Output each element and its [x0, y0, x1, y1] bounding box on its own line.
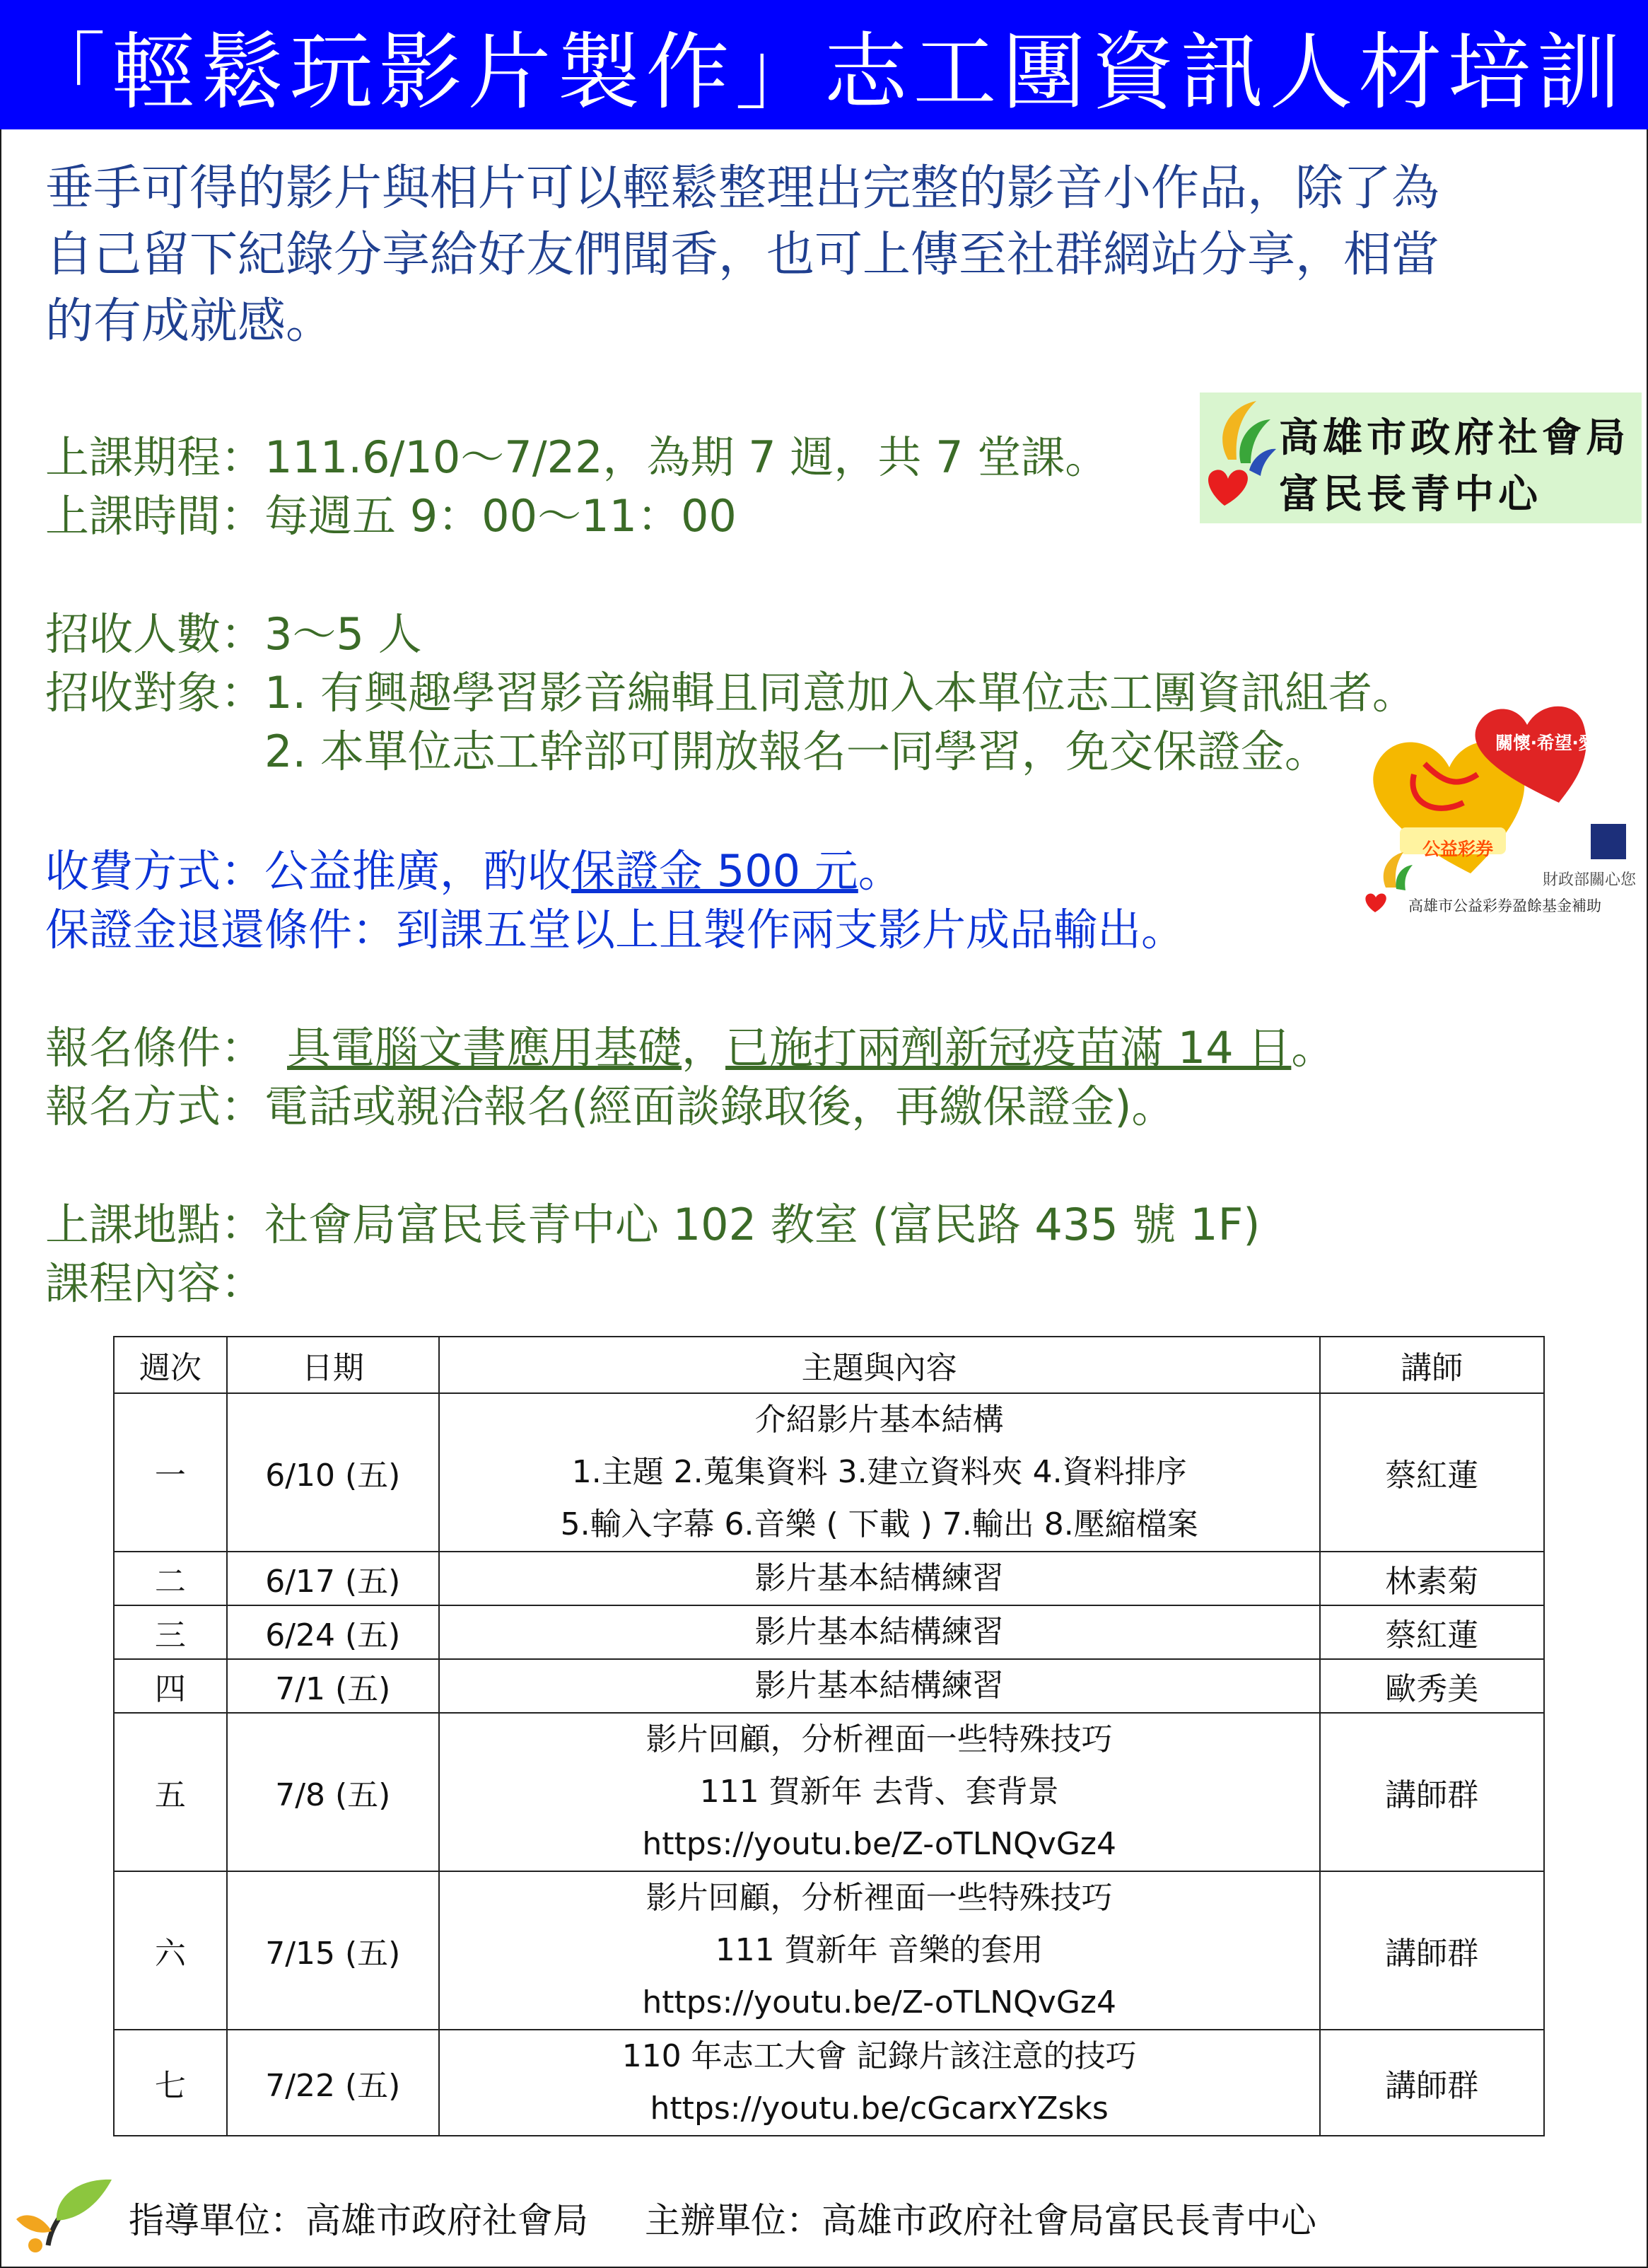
cond-sep: ，: [682, 1022, 726, 1074]
content-label: 課程內容：: [45, 1257, 265, 1309]
content-line: 111 賀新年 去背、套背景: [699, 1774, 1059, 1810]
target-label: 招收對象：: [45, 667, 265, 719]
count-value: 3～5 人: [264, 608, 422, 660]
cond-value-1: 具電腦文書應用基礎: [287, 1022, 682, 1074]
leaf-heart-icon: [1200, 392, 1278, 523]
time-label: 上課時間：: [45, 490, 265, 542]
intro-line: 的有成就感。: [45, 293, 334, 349]
teacher-cell: 講師群: [1320, 2030, 1544, 2136]
content-line: 影片回顧，分析裡面一些特殊技巧: [645, 1880, 1113, 1916]
table-row: [114, 1552, 1544, 1605]
week-cell: 二: [114, 1552, 227, 1605]
course-table: [113, 1336, 1545, 2136]
ministry-label: 財政部關心您: [1543, 871, 1637, 889]
intro-paragraph: [45, 156, 1544, 355]
content-cell: [439, 1552, 1320, 1605]
date-cell: 6/17 (五): [227, 1552, 439, 1605]
content-cell: [439, 1605, 1320, 1659]
fee-prefix: 公益推廣，酌收: [264, 845, 572, 897]
sponsor-label: 高雄市公益彩券盈餘基金補助: [1408, 897, 1601, 914]
week-cell: 三: [114, 1605, 227, 1659]
content-cell: [439, 1713, 1320, 1871]
location-section: [45, 1195, 1260, 1313]
content-cell: [439, 1659, 1320, 1713]
video-link[interactable]: https://youtu.be/Z-oTLNQvGz4: [642, 1826, 1116, 1862]
location-value: 社會局富民長青中心 102 教室 (富民路 435 號 1F): [264, 1199, 1261, 1250]
cond-suffix: 。: [1291, 1022, 1336, 1074]
header-week: 週次: [114, 1337, 227, 1393]
content-line: 111 賀新年 音樂的套用: [715, 1932, 1044, 1968]
period-label: 上課期程：: [45, 431, 265, 483]
guide-unit: 指導單位：高雄市政府社會局: [129, 2200, 588, 2241]
content-cell: [439, 2030, 1320, 2136]
register-section: [45, 1018, 1335, 1136]
week-cell: 七: [114, 2030, 227, 2136]
refund-label: 保證金退還條件：: [45, 904, 397, 955]
header-teacher: 講師: [1320, 1337, 1544, 1393]
content-line: 影片基本結構練習: [754, 1668, 1004, 1704]
refund-value: 到課五堂以上且製作兩支影片成品輸出。: [396, 904, 1186, 955]
content-cell: [439, 1393, 1320, 1552]
content-line: 影片基本結構練習: [754, 1560, 1004, 1596]
host-unit: 主辦單位：高雄市政府社會局富民長青中心: [645, 2200, 1316, 2241]
intro-line: 自己留下紀錄分享給好友們聞香，也可上傳至社群網站分享，相當: [45, 227, 1440, 283]
method-label: 報名方式：: [45, 1081, 265, 1132]
header-content: 主題與內容: [439, 1337, 1320, 1393]
logo1-line2: 富民長青中心: [1279, 471, 1542, 518]
content-line: 5.輸入字幕 6.音樂 ( 下載 ) 7.輸出 8.壓縮檔案: [560, 1506, 1198, 1542]
fee-suffix: 。: [858, 845, 902, 897]
logo1-line1: 高雄市政府社會局: [1279, 414, 1630, 461]
teacher-cell: 林素菊: [1320, 1552, 1544, 1605]
method-value: 電話或親洽報名(經面談錄取後，再繳保證金)。: [264, 1081, 1176, 1132]
week-cell: 四: [114, 1659, 227, 1713]
header-date: 日期: [227, 1337, 439, 1393]
date-cell: 6/10 (五): [227, 1393, 439, 1552]
date-cell: 7/22 (五): [227, 2030, 439, 2136]
fumin-center-logo: [1200, 392, 1642, 523]
week-cell: 六: [114, 1871, 227, 2030]
intro-line: 垂手可得的影片與相片可以輕鬆整理出完整的影音小作品，除了為: [45, 161, 1440, 216]
time-value: 每週五 9：00～11：00: [264, 490, 737, 542]
period-value: 111.6/10～7/22，為期 7 週，共 7 堂課。: [264, 431, 1109, 483]
fee-amount: 保證金 500 元: [571, 845, 858, 897]
video-link[interactable]: https://youtu.be/Z-oTLNQvGz4: [642, 1984, 1116, 2020]
table-row: [114, 2030, 1544, 2136]
table-row: [114, 1659, 1544, 1713]
date-cell: 7/15 (五): [227, 1871, 439, 2030]
teacher-cell: 蔡紅蓮: [1320, 1393, 1544, 1552]
fee-label: 收費方式：: [45, 845, 265, 897]
teacher-cell: 講師群: [1320, 1713, 1544, 1871]
content-line: 影片基本結構練習: [754, 1614, 1004, 1650]
lottery-logo: [1357, 697, 1647, 919]
footer-text: [129, 2192, 1373, 2243]
teacher-cell: 歐秀美: [1320, 1659, 1544, 1713]
video-link[interactable]: https://youtu.be/cGcarxYZsks: [650, 2090, 1109, 2127]
content-line: 影片回顧，分析裡面一些特殊技巧: [645, 1721, 1113, 1757]
date-cell: 6/24 (五): [227, 1605, 439, 1659]
target-item-2: 2. 本單位志工幹部可開放報名一同學習，免交保證金。: [264, 726, 1328, 777]
table-row: [114, 1393, 1544, 1552]
count-label: 招收人數：: [45, 608, 265, 660]
date-cell: 7/8 (五): [227, 1713, 439, 1871]
footer: [0, 2164, 1648, 2263]
table-row: [114, 1713, 1544, 1871]
target-item-1: 1. 有興趣學習影音編輯且同意加入本單位志工團資訊組者。: [264, 667, 1416, 719]
location-label: 上課地點：: [45, 1199, 265, 1250]
teacher-cell: 講師群: [1320, 1871, 1544, 2030]
enroll-section: [45, 605, 1416, 781]
week-cell: 五: [114, 1713, 227, 1871]
schedule-section: [45, 428, 1109, 545]
week-cell: 一: [114, 1393, 227, 1552]
table-header-row: [114, 1337, 1544, 1393]
content-line: 介紹影片基本結構: [754, 1402, 1004, 1438]
cond-value-2: 已施打兩劑新冠疫苗滿 14 日: [725, 1022, 1292, 1074]
lottery-label: 公益彩券: [1422, 839, 1494, 859]
sprout-icon: [13, 2164, 119, 2263]
heart-slogan: 關懷‧希望‧愛: [1495, 733, 1596, 753]
date-cell: 7/1 (五): [227, 1659, 439, 1713]
fee-section: [45, 842, 1185, 959]
content-line: 1.主題 2.蒐集資料 3.建立資料夾 4.資料排序: [571, 1454, 1187, 1490]
table-row: [114, 1605, 1544, 1659]
cond-label: 報名條件：: [45, 1022, 265, 1074]
table-row: [114, 1871, 1544, 2030]
teacher-cell: 蔡紅蓮: [1320, 1605, 1544, 1659]
content-line: 110 年志工大會 記錄片該注意的技巧: [621, 2038, 1137, 2074]
page-title: 「輕鬆玩影片製作」志工團資訊人材培訓: [0, 0, 1648, 129]
content-cell: [439, 1871, 1320, 2030]
